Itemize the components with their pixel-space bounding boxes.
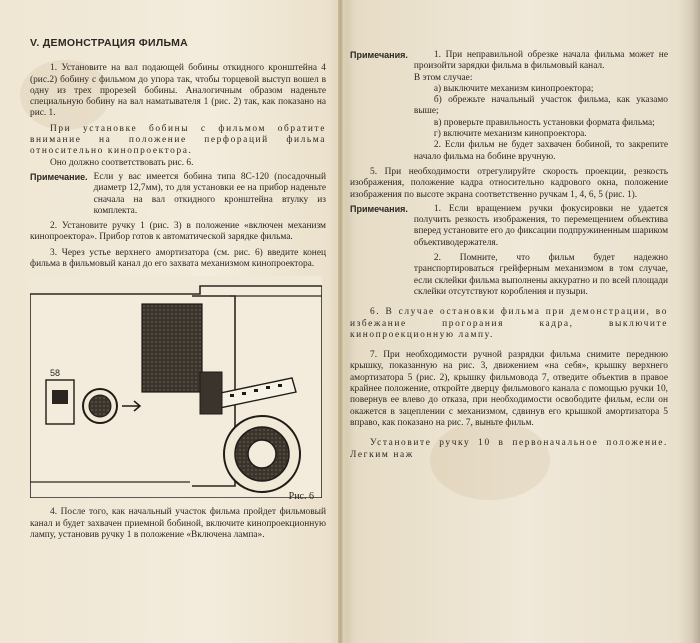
paragraph-8: Установите ручку 10 в первоначальное положение. Легким наж (350, 438, 668, 460)
notes-label-1: Примечания. (350, 50, 408, 60)
paragraph-2: 2. Установите ручку 1 (рис. 3) в положение «включен механизм кинопроектора». Прибор готов к автоматической зарядке фильма. (30, 221, 326, 243)
section-title: V. ДЕМОНСТРАЦИЯ ФИЛЬМА (30, 37, 189, 49)
projector-illustration (30, 276, 322, 498)
right-page (342, 0, 700, 643)
note-m1: 1. Если вращением ручки фокусировки не удается получить резкость изображения, то перемещением объектива вперед установите его до фиксации подпружиненным шариком объективодержателя. (413, 203, 668, 248)
note-1-b: б) обрежьте начальный участок фильма, как указамо выше; (413, 95, 668, 117)
note-1-d: г) включите механизм кинопроектора. (433, 129, 587, 140)
paragraph-5: 5. При необходимости отрегулируйте скорость проекции, резкость изображения, положение кадра относительно кадрового окна, положение изображения по высоте экрана соответственно ручкам 1, 4, 6, 5 (рис. 1). (350, 166, 668, 200)
figure-6 (30, 276, 322, 503)
right-text-column (350, 50, 668, 461)
note-1-case: В этом случае: (413, 72, 473, 83)
notes-block-2 (350, 204, 668, 298)
note-1-a: а) выключите механизм кинопроектора; (433, 83, 594, 94)
note-2: 2. Если фильм не будет захвачен бобиной, то закрепите начало фильма на бобине вручную. (413, 140, 668, 162)
note-block (30, 172, 326, 217)
paragraph-1: 1. Установите на вал подающей бобины откидного кронштейна 4 (рис.2) бобину с фильмом до упора так, чтобы торцевой выступ вошел в одну из трех прорезей бобины. Аналогичным образом наденьте специальную бобину на вал наматывателя 1 (рис. 2) так, как показано на рис. 1. (30, 63, 326, 119)
notes-body-1 (414, 50, 668, 163)
note-1: 1. При неправильной обрезке начала фильма может не произойти зарядки фильма в фильмовый канал. (413, 50, 668, 72)
note-label: Примечание. (30, 171, 88, 182)
paragraph-4: 4. После того, как начальный участок фильма пройдет фильмовый канал и будет захвачен приемной бобиной, включите кинопроекционную лампу, установив ручку 1 в положение «Включена лампа». (30, 507, 326, 540)
page-edge-shadow (678, 0, 700, 643)
notes-label-2: Примечания. (350, 203, 408, 214)
left-text-column (30, 38, 326, 541)
note-1-c: в) проверьте правильность установки формата фильма; (433, 117, 655, 128)
notes-body-2 (414, 204, 668, 298)
paragraph-1c: Оно должно соответствовать рис. 6. (50, 157, 194, 168)
paragraph-6: 6. В случае остановки фильма при демонстрации, во избежание прогорания кадра, выключите кинопроекционную лампу. (350, 307, 668, 340)
figure-caption: Рис. 6 (288, 491, 314, 503)
paragraph-1b: При установке бобины с фильмом обратите внимание на положение перфораций фильма относительно кинопроектора. (30, 123, 326, 157)
paragraph-7: 7. При необходимости ручной разрядки фильма снимите переднюю крышку, показанную на рис. 3, движением «на себя», крышку верхнего амортизатора 5 (рис. 2), крышку фильмовода 7, отведите объектив в правое крайнее положение, откройте дверцу фильмового канала с помощью ручки 10, повернув ее влево до отказа, при необходимости освободите фильм, если он окажется в зацеплении с механизмом, сдвинув его крышкой амортизатора 5 вправо, как показано на рис. 7, выньте фильм. (350, 350, 668, 428)
paragraph-3: 3. Через устье верхнего амортизатора (см. рис. 6) введите конец фильма в фильмовый канал до его захвата механизмом кинопроектора. (30, 247, 326, 270)
left-page (0, 0, 338, 643)
notes-block-1 (350, 50, 668, 163)
note-m2: 2. Помните, что фильм будет надежно транспортироваться грейферным механизмом в том случае, если склейки фильма выполнены аккуратно и по всей площади склейки отсутствуют коробления и пузыри. (413, 253, 668, 297)
note-text: Если у вас имеется бобина типа 8С-120 (посадочный диаметр 12,7мм), то для установки ее на прибор наденьте сначала на вал откидного кронштейна втулку из комплекта. (93, 171, 326, 216)
figure-label-58: 58 (50, 368, 61, 379)
